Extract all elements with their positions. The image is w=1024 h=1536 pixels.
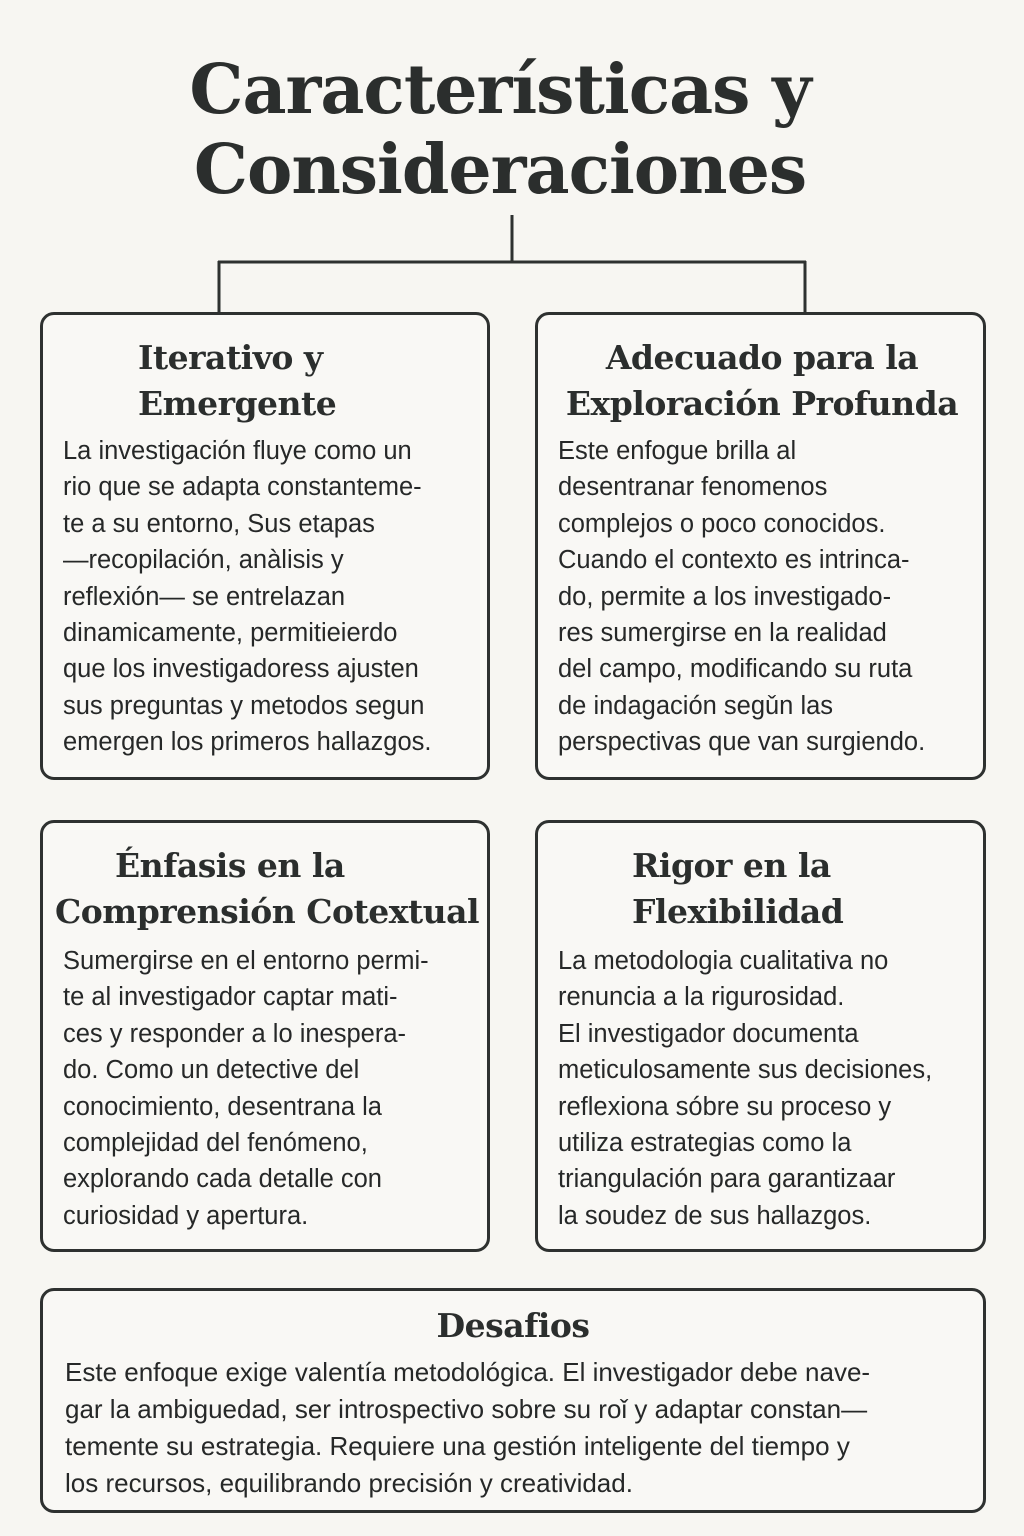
card-body-line: do. Como un detective del xyxy=(63,1056,360,1085)
card-body-line: sus preguntas y metodos segun xyxy=(63,691,425,720)
card-desafios xyxy=(40,1288,986,1513)
card-body xyxy=(558,943,932,1234)
challenges-body-line: Este enfoque exige valentía metodológica. El investigador debe nave- xyxy=(65,1357,871,1387)
card-body-line: del campo, modificando su ruta xyxy=(558,655,913,684)
card-body-line: complejos o poco conocidos. xyxy=(558,509,886,538)
card-title-line: Exploración Profunda xyxy=(565,384,959,423)
card-body-line: te al investigador captar mati- xyxy=(63,983,398,1012)
card-body-line: La metodologia cualitativa no xyxy=(558,947,889,975)
card-body-line: La investigación fluye como un xyxy=(63,437,412,465)
challenges-title: Desafios xyxy=(436,1306,590,1345)
card-body-line: triangulación para garantizaar xyxy=(558,1165,896,1194)
card-body-line: curiosidad y apertura. xyxy=(63,1201,309,1230)
card-body-line: desentranar fenomenos xyxy=(558,473,828,502)
card-title-line: Emergente xyxy=(138,384,337,423)
card-body-line: ces y responder a lo inespera- xyxy=(63,1019,407,1048)
card-body-line: te a su entorno, Sus etapas xyxy=(63,509,375,538)
card-body-line: renuncia a la rigurosidad. xyxy=(558,983,845,1012)
card-body-line: res sumergirse en la realidad xyxy=(558,619,887,648)
card-body xyxy=(558,433,925,761)
card-body-line: que los investigadoress ajusten xyxy=(63,655,419,684)
title-line-1: Características y xyxy=(189,50,811,130)
card-body-line: explorando cada detalle con xyxy=(63,1165,382,1194)
card-rigor-flexibilidad xyxy=(535,820,986,1252)
challenges-body-line: gar la ambiguedad, ser introspectivo sobre su roǐ y adaptar constan— xyxy=(65,1394,868,1424)
card-title-line: Adecuado para la xyxy=(605,338,919,377)
card-title-line: Comprensión Cotextual xyxy=(55,892,480,931)
card-exploracion-profunda xyxy=(535,312,986,780)
card-title-line: Énfasis en la xyxy=(115,846,345,885)
card-title-line: Rigor en la xyxy=(632,846,831,885)
card-iterativo-emergente xyxy=(40,312,490,780)
card-body-line: rio que se adapta constanteme- xyxy=(63,473,422,502)
card-body-line: conocimiento, desentrana la xyxy=(63,1092,382,1121)
card-body-line: Cuando el contexto es intrinca- xyxy=(558,546,910,575)
card-comprension-contextual xyxy=(40,820,490,1252)
card-body-line: —recopilación, anàlisis y xyxy=(63,546,344,575)
card-title-line: Iterativo y xyxy=(138,338,323,377)
card-title xyxy=(138,335,336,427)
challenges-body-line: temente su estrategia. Requiere una gestión inteligente del tiempo y xyxy=(65,1431,850,1461)
tree-connector xyxy=(0,0,1024,330)
card-body-line: meticulosamente sus decisiones, xyxy=(558,1056,933,1085)
title-line-2: Consideraciones xyxy=(193,130,807,210)
card-body-line: Este enfogue brilla al xyxy=(558,437,797,465)
card-title-line: Flexibilidad xyxy=(632,892,844,931)
challenges-body xyxy=(65,1354,870,1502)
card-body-line: perspectivas que van surgiendo. xyxy=(558,728,926,757)
card-body-line: la soudez de sus hallazgos. xyxy=(558,1201,872,1230)
card-body-line: Sumergirse en el entorno permi- xyxy=(63,947,429,975)
card-body xyxy=(63,943,429,1234)
card-body-line: utiliza estrategias como la xyxy=(558,1129,852,1158)
card-body-line: emergen los primeros hallazgos. xyxy=(63,728,432,757)
card-body xyxy=(63,433,432,761)
card-body-line: reflexión— se entrelazan xyxy=(63,582,346,611)
challenges-body-line: los recursos, equilibrando precisión y creatividad. xyxy=(65,1468,633,1498)
card-body-line: reflexiona sóbre su proceso y xyxy=(558,1092,892,1121)
card-title xyxy=(55,843,479,935)
card-title xyxy=(558,335,966,427)
card-body-line: do, permite a los investigado- xyxy=(558,582,892,611)
card-body-line: de indagación segǔn las xyxy=(558,691,834,720)
card-body-line: El investigador documenta xyxy=(558,1019,859,1048)
card-body-line: complejidad del fenómeno, xyxy=(63,1129,368,1158)
card-body-line: dinamicamente, permitieierdo xyxy=(63,619,398,648)
card-title xyxy=(632,843,843,935)
